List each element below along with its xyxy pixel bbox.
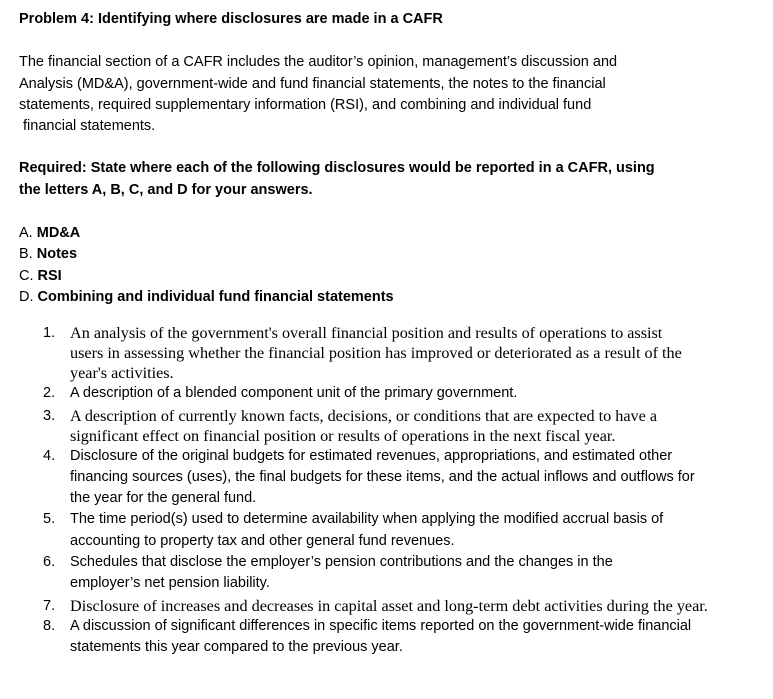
item-number: 8. <box>43 617 56 634</box>
item-number: 1. <box>43 325 56 342</box>
intro-paragraph <box>19 52 709 137</box>
intro-line: The financial section of a CAFR includes the auditor’s opinion, management’s discussion and <box>19 54 618 71</box>
required-instructions <box>19 158 719 201</box>
list-item <box>19 322 696 383</box>
item-text: The time period(s) used to determine availability when applying the modified accrual basis of accounting to property tax and other general fund revenues. <box>70 511 664 549</box>
choice-label: Notes <box>36 246 78 263</box>
list-item <box>19 446 715 510</box>
item-number: 7. <box>43 597 56 614</box>
intro-line: statements, required supplementary information (RSI), and combining and individual fund <box>19 96 592 113</box>
problem-title: Problem 4: Identifying where disclosures are made in a CAFR <box>19 11 443 27</box>
choice-letter: D. <box>19 288 38 305</box>
item-number: 3. <box>43 407 56 424</box>
item-number: 2. <box>43 385 56 402</box>
choice-label: MD&A <box>36 225 81 242</box>
choice-a <box>19 223 759 244</box>
choice-label: Combining and individual fund financial statements <box>37 288 394 305</box>
list-item <box>19 552 685 595</box>
choice-c <box>19 266 759 287</box>
disclosure-list <box>19 322 759 658</box>
document-page <box>19 9 759 658</box>
item-text: An analysis of the government's overall financial position and results of operations to assist users in assessing whether the financial position has improved or deteriorated as a result of the year's activities. <box>70 324 682 383</box>
item-number: 5. <box>43 511 56 528</box>
choice-letter: A. <box>19 225 37 242</box>
list-item <box>19 595 710 616</box>
item-text: A discussion of significant differences in specific items reported on the government-wide financial statements this year compared to the previous year. <box>70 617 692 655</box>
item-text: A description of currently known facts, decisions, or conditions that are expected to have a significant effect on financial position or results of operations in the next fiscal year. <box>70 406 658 445</box>
item-text: Disclosure of the original budgets for estimated revenues, appropriations, and estimated other financing sources (uses), the final budgets for these items, and the actual inflows and outflows for the year for the general fund. <box>70 447 695 507</box>
list-item <box>19 383 710 404</box>
choice-letter: B. <box>19 246 37 263</box>
answer-choices <box>19 223 759 308</box>
required-line: the letters A, B, C, and D for your answers. <box>19 181 313 198</box>
item-text: Disclosure of increases and decreases in capital asset and long-term debt activities during the year. <box>70 596 708 615</box>
item-number: 6. <box>43 554 56 571</box>
choice-label: RSI <box>37 267 62 284</box>
required-line: Required: State where each of the following disclosures would be reported in a CAFR, using <box>19 160 655 177</box>
list-item <box>19 616 715 659</box>
item-number: 4. <box>43 447 56 464</box>
choice-d <box>19 287 759 308</box>
list-item <box>19 405 710 446</box>
intro-line: Analysis (MD&A), government-wide and fund financial statements, the notes to the financial <box>19 75 606 92</box>
item-text: Schedules that disclose the employer’s pension contributions and the changes in the employer’s net pension liability. <box>70 554 613 592</box>
list-item <box>19 509 690 552</box>
item-text: A description of a blended component unit of the primary government. <box>70 385 518 402</box>
choice-letter: C. <box>19 267 38 284</box>
intro-line: financial statements. <box>19 118 156 135</box>
choice-b <box>19 244 759 265</box>
